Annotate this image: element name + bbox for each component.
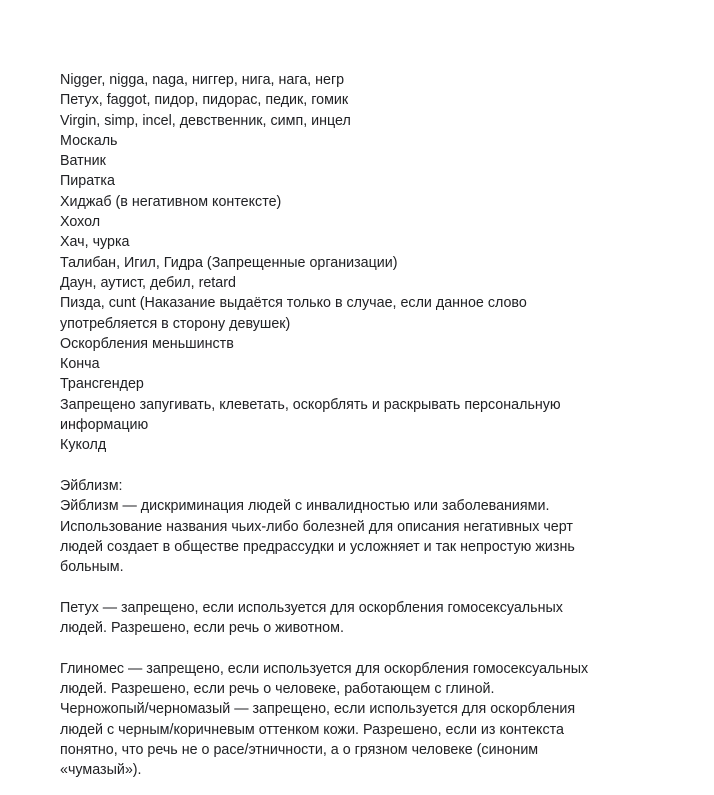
list-item: Virgin, simp, incel, девственник, симп, инцел bbox=[60, 112, 351, 129]
list-item: Пизда, cunt (Наказание выдаётся только в случае, если данное слово употребляется в сторону девушек) bbox=[60, 295, 527, 332]
list-item: Талибан, Игил, Гидра (Запрещенные организации) bbox=[60, 254, 398, 271]
section-paragraph: Петух — запрещено, если используется для оскорбления гомосексуальных людей. Разрешено, если речь о животном. bbox=[60, 599, 563, 637]
list-item: Nigger, nigga, naga, ниггер, нига, нага, негр bbox=[60, 72, 345, 88]
list-item: Петух, faggot, пидор, пидорас, педик, гомик bbox=[60, 92, 349, 109]
list-item: Пиратка bbox=[60, 173, 115, 190]
list-item: Трансгендер bbox=[60, 376, 144, 393]
section-paragraph: Черножопый/черномазый — запрещено, если используется для оскорбления людей с черным/коричневым оттенком кожи. Разрешено, если из контекста понятно, что речь не о расе/этничности, а о грязном человеке (синоним «чумазый»). bbox=[60, 701, 576, 779]
banned-terms-list bbox=[60, 70, 605, 456]
list-item: Хиджаб (в негативном контексте) bbox=[60, 193, 282, 210]
list-item: Запрещено запугивать, клеветать, оскорблять и раскрывать персональную информацию bbox=[60, 396, 561, 434]
document-body bbox=[60, 70, 605, 780]
section-paragraph: Глиномес — запрещено, если используется для оскорбления гомосексуальных людей. Разрешено, если речь о человеке, работающем с глиной. bbox=[60, 660, 589, 697]
glinomes-section bbox=[60, 659, 605, 781]
list-item: Даун, аутист, дебил, retard bbox=[60, 274, 236, 291]
section-paragraph: Эйблизм — дискриминация людей с инвалидностью или заболеваниями. Использование названия чьих-либо болезней для описания негативных черт людей создает в обществе предрассудки и усложняет и так непростую жизнь больным. bbox=[60, 498, 575, 576]
petuh-section bbox=[60, 598, 605, 639]
section-heading: Эйблизм: bbox=[60, 477, 123, 494]
list-item: Хохол bbox=[60, 214, 101, 231]
list-item: Оскорбления меньшинств bbox=[60, 335, 234, 352]
ableism-section bbox=[60, 476, 605, 577]
list-item: Ватник bbox=[60, 153, 106, 170]
list-item: Москаль bbox=[60, 132, 118, 149]
list-item: Куколд bbox=[60, 437, 107, 454]
list-item: Конча bbox=[60, 356, 100, 373]
list-item: Хач, чурка bbox=[60, 234, 130, 251]
